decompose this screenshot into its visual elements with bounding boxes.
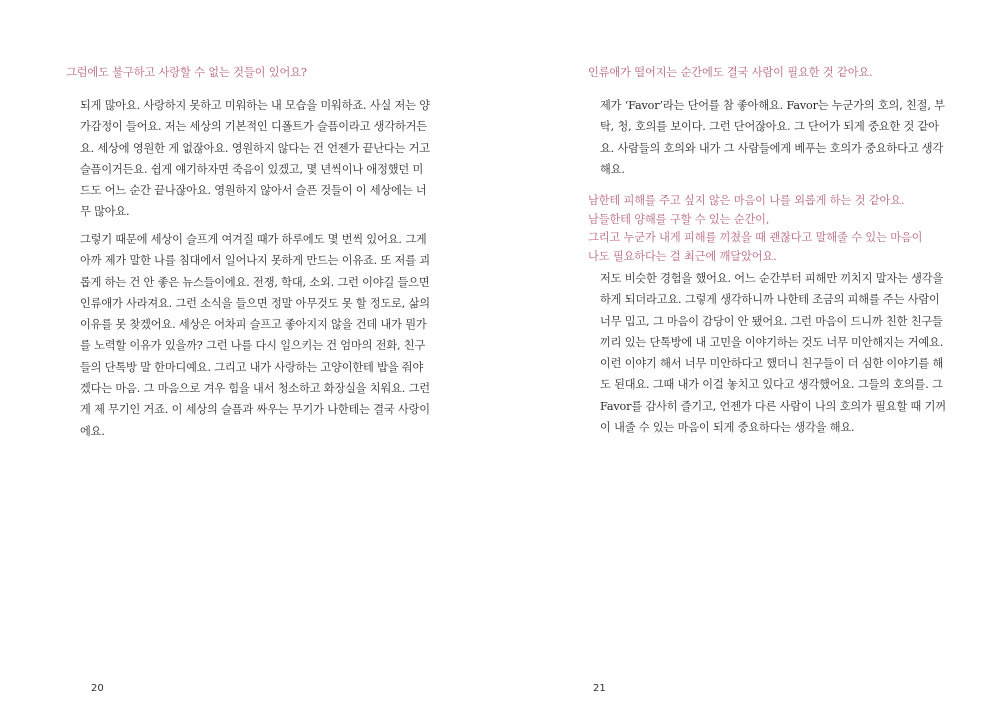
text-line: 를 노력할 이유가 있을까? 그런 나를 다시 일으키는 건 엄마의 전화, 친구	[80, 339, 426, 353]
right-paragraph-2	[600, 268, 946, 438]
question-line: 그리고 누군가 내게 피해를 끼쳤을 때 괜찮다고 말해줄 수 있는 마음이	[588, 231, 923, 244]
text-line: 그렇기 때문에 세상이 슬프게 여겨질 때가 하루에도 몇 번씩 있어요. 그게	[80, 233, 427, 246]
text-line: 저도 비슷한 경험을 했어요. 어느 순간부터 피해만 끼치지 말자는 생각을	[600, 272, 944, 285]
text-line: 도 된대요. 그때 내가 이걸 놓치고 있다고 생각했어요. 그들의 호의를. 그	[600, 378, 943, 392]
text-line: 게 제 무기인 거죠. 이 세상의 슬픔과 싸우는 무기가 나한테는 결국 사랑이	[80, 403, 430, 417]
text-line: 하게 되더라고요. 그렇게 생각하니까 나한테 조금의 피해를 주는 사람이	[600, 293, 940, 307]
text-line: 아까 제가 말한 나를 침대에서 일어나지 못하게 만드는 이유죠. 또 저를 괴	[80, 254, 430, 268]
text-line: 드도 어느 순간 끝나잖아요. 영원하지 않아서 슬픈 것들이 이 세상에는 너	[80, 184, 427, 198]
right-question-2	[588, 192, 922, 266]
text-line: 롭게 하는 건 안 좋은 뉴스들이에요. 전쟁, 학대, 소외. 그런 이야길 들으면	[80, 275, 430, 289]
text-line: 이런 이야기 해서 너무 미안하다고 했더니 친구들이 더 심한 이야기를 해	[600, 357, 944, 371]
text-line: 인류애가 사라져요. 그런 소식을 들으면 정말 아무것도 못 할 정도로, 삶의	[80, 296, 430, 310]
left-paragraph-1	[80, 95, 430, 223]
text-line: 요. 사람들의 호의와 내가 그 사람들에게 베푸는 호의가 중요하다고 생각	[600, 141, 944, 155]
text-line: 해요.	[600, 162, 625, 176]
text-line: Favor를 감사히 즐기고, 언젠가 다른 사람이 나의 호의가 필요할 때 기꺼	[600, 399, 946, 413]
text-line: 가감정이 들어요. 저는 세상의 기본적인 디폴트가 슬픔이라고 생각하거든	[80, 120, 427, 134]
text-line: 에요.	[80, 424, 105, 438]
text-line: 너무 밉고, 그 마음이 감당이 안 됐어요. 그런 마음이 드니까 친한 친구들	[600, 314, 943, 328]
question-line: 남한테 피해를 주고 싶지 않은 마음이 나를 외롭게 하는 것 같아요.	[588, 194, 905, 207]
text-line: 되게 많아요. 사랑하지 못하고 미워하는 내 모습을 미워하죠. 사실 저는 양	[80, 99, 430, 112]
left-question: 그럼에도 불구하고 사랑할 수 없는 것들이 있어요?	[66, 66, 307, 79]
left-paragraph-2	[80, 229, 430, 442]
question-line: 나도 필요하다는 걸 최근에 깨달았어요.	[588, 249, 777, 263]
text-line: 무 많아요.	[80, 205, 130, 219]
text-line: 이유를 못 찾겠어요. 세상은 어차피 슬프고 좋아지지 않을 건데 내가 뭔가	[80, 318, 427, 332]
question-line: 남들한테 양해를 구할 수 있는 순간이,	[588, 212, 770, 226]
text-line: 이 내줄 수 있는 마음이 되게 중요하다는 생각을 해요.	[600, 421, 855, 435]
right-question-1: 인류애가 떨어지는 순간에도 결국 사람이 필요한 것 같아요.	[588, 66, 873, 79]
page-number-right: 21	[593, 683, 606, 694]
text-line: 끼리 있는 단톡방에 내 고민을 이야기하는 것도 너무 미안해지는 거예요.	[600, 335, 944, 349]
right-paragraph-1	[600, 95, 945, 180]
right-page	[500, 0, 1000, 723]
text-line: 제가 ‘Favor’라는 단어를 참 좋아해요. Favor는 누군가의 호의, 친절, 부	[600, 99, 945, 112]
text-line: 슬픔이거든요. 쉽게 얘기하자면 죽음이 있겠고, 몇 년씩이나 애정했던 미	[80, 162, 424, 176]
text-line: 겠다는 마음. 그 마음으로 겨우 힘을 내서 청소하고 화장실을 치워요. 그런	[80, 382, 430, 396]
page-number-left: 20	[91, 683, 104, 694]
text-line: 탁, 청, 호의를 보이다. 그런 단어잖아요. 그 단어가 되게 중요한 것 같아	[600, 120, 939, 134]
text-line: 요. 세상에 영원한 게 없잖아요. 영원하지 않다는 건 언젠가 끝난다는 거고	[80, 141, 430, 155]
text-line: 들의 단톡방 말 한마디예요. 그리고 내가 사랑하는 고양이한테 밥을 줘야	[80, 360, 424, 374]
